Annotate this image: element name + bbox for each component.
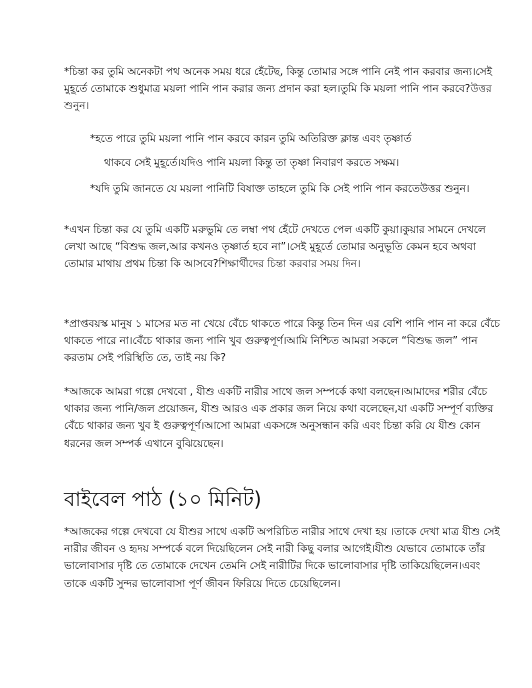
bible-story-paragraph: *আজকের গল্পে দেখবো যে যীশুর সাথে একটি অপরিচিত নারীর সাথে দেখা হয় ।তাকে দেখা মাত্র যীশু সেই নারীর জীবন ও হৃদয় সম্পর্কে বলে দিয়েছিলেন সেই নারী কিছু বলার আগেই।যীশু যেভাবে তোমাকে তাঁর ভালোবাসার দৃষ্টি তে তোমাকে দেখেন তেমনি সেই নারীটির দিকে ভালোবাসার দৃষ্টি তাকিয়েছিলেন।এবং তাকে একটি সুন্দর ভালোবাসা পূর্ণ জীবন ফিরিয়ে দিতে চেয়েছিলেন। xyxy=(64,526,500,590)
bullet-poison-water-text: *যদি তুমি জানতে যে ময়লা পানিটি বিষাক্ত তাহলে তুমি কি সেই পানি পান করতে xyxy=(90,183,420,195)
bullet-poison-water-hint: উত্তর শুনুন। xyxy=(419,183,470,195)
desert-well-paragraph xyxy=(64,222,500,274)
desert-well-paragraph-hint: শিক্ষার্থীদের চিন্তা করবার সময় দিন। xyxy=(218,258,361,271)
bullet-dirty-water-line1: *হতে পারে তুমি ময়লা পানি পান করবে কারন তুমি অতিরিক্ত ক্লান্ত এবং তৃষ্ণার্ত xyxy=(90,133,412,145)
intro-paragraph-hint: উত্তর শুনুন। xyxy=(64,83,492,113)
intro-paragraph xyxy=(64,64,500,116)
bullet-dirty-water-line2: থাকবে সেই মুহূর্তে।যদিও পানি ময়লা কিন্তু তা তৃষ্ণা নিবারণ করতে সক্ষম। xyxy=(104,157,400,169)
bullet-poison-water xyxy=(90,181,500,198)
section-heading-bible-reading: বাইবেল পাঠ (১০ মিনিট) xyxy=(64,487,262,511)
intro-paragraph-text: *চিন্তা কর তুমি অনেকটা পথ অনেক সময় ধরে হেঁটেছ, কিন্তু তোমার সঙ্গে পানি নেই পান করবার জন্য।সেই মুহূর্তে তোমাকে শুধুমাত্র ময়লা পানি পান করার জন্য প্রদান করা হল।তুমি কি ময়লা পানি পান করবে? xyxy=(64,66,493,96)
story-intro-paragraph: *আজকে আমরা গল্পে দেখবো , যীশু একটি নারীর সাথে জল সম্পর্কে কথা বলছেন।আমাদের শরীর বেঁচে থাকার জন্য পানি/জল প্রয়োজন, যীশু আরও এক প্রকার জল নিয়ে কথা বলেছেন,যা একটি সম্পূর্ণ ব্যক্তির বেঁচে থাকার জন্য খুব ই গুরুত্বপূর্ণ।আসো আমরা একসঙ্গে অনুসন্ধান করি এবং চিন্তা করি যে যীশু কোন ধরনের জল সম্পর্ক এখানে বুঝিয়েছেন। xyxy=(64,386,494,450)
survival-paragraph: *প্রাপ্তবয়স্ক মানুষ ১ মাসের মত না খেয়ে বেঁচে থাকতে পারে কিন্তু তিন দিন এর বেশি পানি পান না করে বেঁচে থাকতে পারে না।বেঁচে থাকার জন্য পানি খুব গুরুত্বপূর্ণ।আমি নিশ্চিত আমরা সকলে “বিশুদ্ধ জল” পান করতাম সেই পরিস্থিতি তে, তাই নয় কি? xyxy=(64,318,500,365)
desert-well-paragraph-text: *এখন চিন্তা কর যে তুমি একটি মরুভুমি তে লম্বা পথ হেঁটে দেখতে পেল একটি কুয়া।কুয়ার সামনে দেখলে লেখা আছে “বিশুদ্ধ জল,আর কখনও তৃষ্ণার্ত হবে না”।সেই মুহূর্তে তোমার অনুভূতি কেমন হবে অথবা তোমার মাথায় প্রথম চিন্তা কি আসবে? xyxy=(64,224,486,271)
